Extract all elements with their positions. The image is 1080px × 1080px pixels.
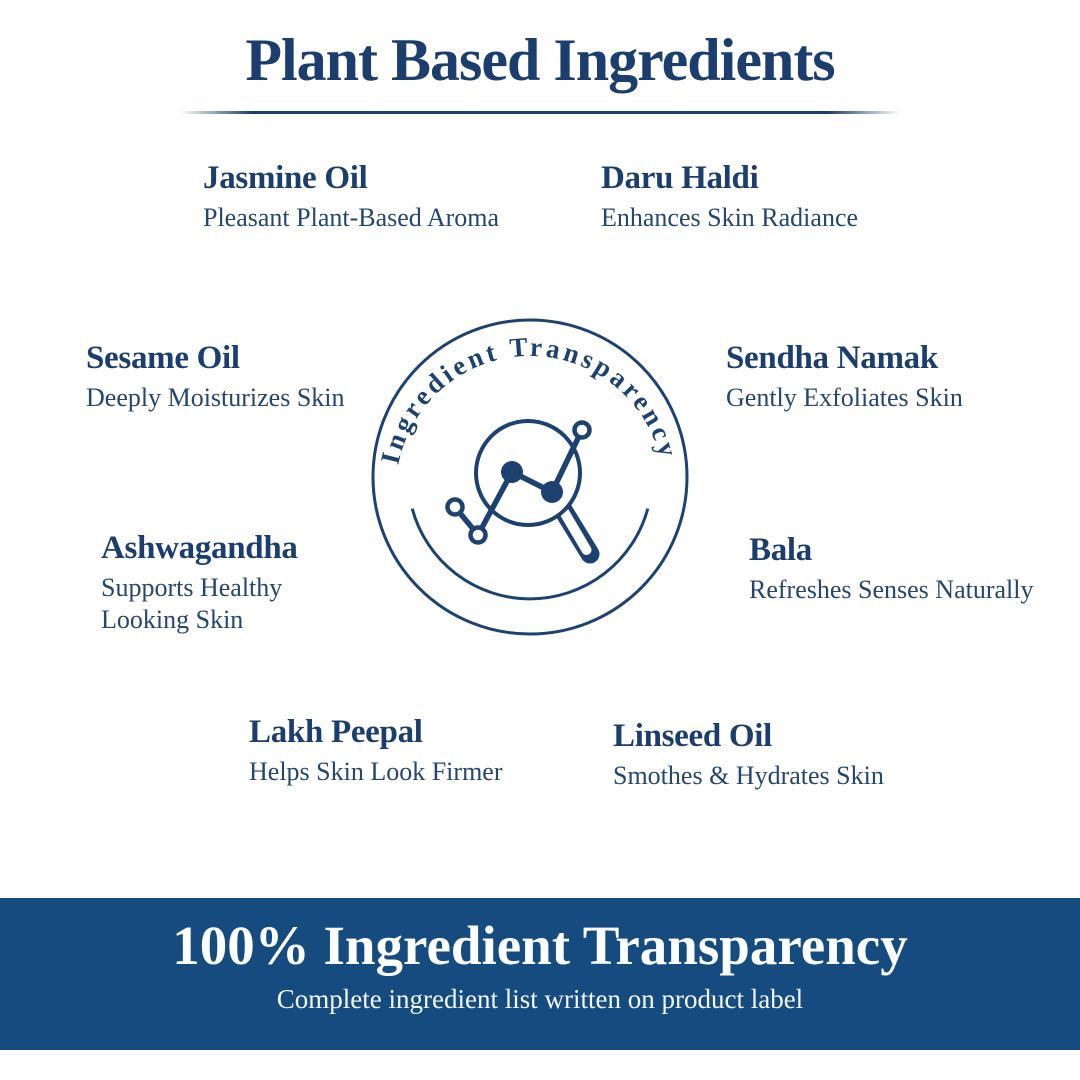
ingredient-name: Bala	[749, 532, 812, 568]
ingredient-name: Daru Haldi	[601, 160, 759, 196]
banner-subtitle: Complete ingredient list written on product label	[276, 984, 804, 1014]
banner-title: 100% Ingredient Transparency	[172, 915, 908, 976]
page-title: Plant Based Ingredients	[245, 27, 835, 93]
badge-arc-text: Ingredient Transparency	[374, 331, 685, 467]
ingredient-daru-haldi	[601, 160, 858, 234]
ingredient-description: Gently Exfoliates Skin	[726, 382, 963, 412]
ingredient-ashwagandha	[101, 530, 336, 636]
transparency-banner	[0, 898, 1080, 1050]
ingredient-description: Smothes & Hydrates Skin	[613, 760, 884, 790]
ingredient-name: Ashwagandha	[101, 530, 298, 566]
ingredient-sendha-namak	[726, 340, 963, 414]
ingredient-name: Lakh Peepal	[249, 714, 423, 750]
ingredient-transparency-badge	[360, 310, 700, 650]
ingredient-description: Helps Skin Look Firmer	[249, 756, 503, 786]
ingredient-description: Supports Healthy Looking Skin	[101, 572, 283, 634]
magnifier-line-chart-icon	[448, 421, 591, 554]
ingredient-jasmine-oil	[203, 160, 499, 234]
ingredient-lakh-peepal	[249, 714, 503, 788]
ingredient-name: Linseed Oil	[613, 718, 772, 754]
ingredient-bala	[749, 532, 1033, 606]
ingredient-name: Sendha Namak	[726, 340, 938, 376]
ingredient-linseed-oil	[613, 718, 884, 792]
ingredient-description: Refreshes Senses Naturally	[749, 574, 1034, 604]
ingredient-description: Pleasant Plant-Based Aroma	[203, 202, 500, 232]
ingredient-description: Deeply Moisturizes Skin	[86, 382, 345, 412]
ingredient-name: Jasmine Oil	[203, 160, 368, 196]
ingredient-sesame-oil	[86, 340, 345, 414]
ingredient-description: Enhances Skin Radiance	[601, 202, 859, 232]
title-divider	[180, 111, 900, 114]
ingredient-name: Sesame Oil	[86, 340, 240, 376]
